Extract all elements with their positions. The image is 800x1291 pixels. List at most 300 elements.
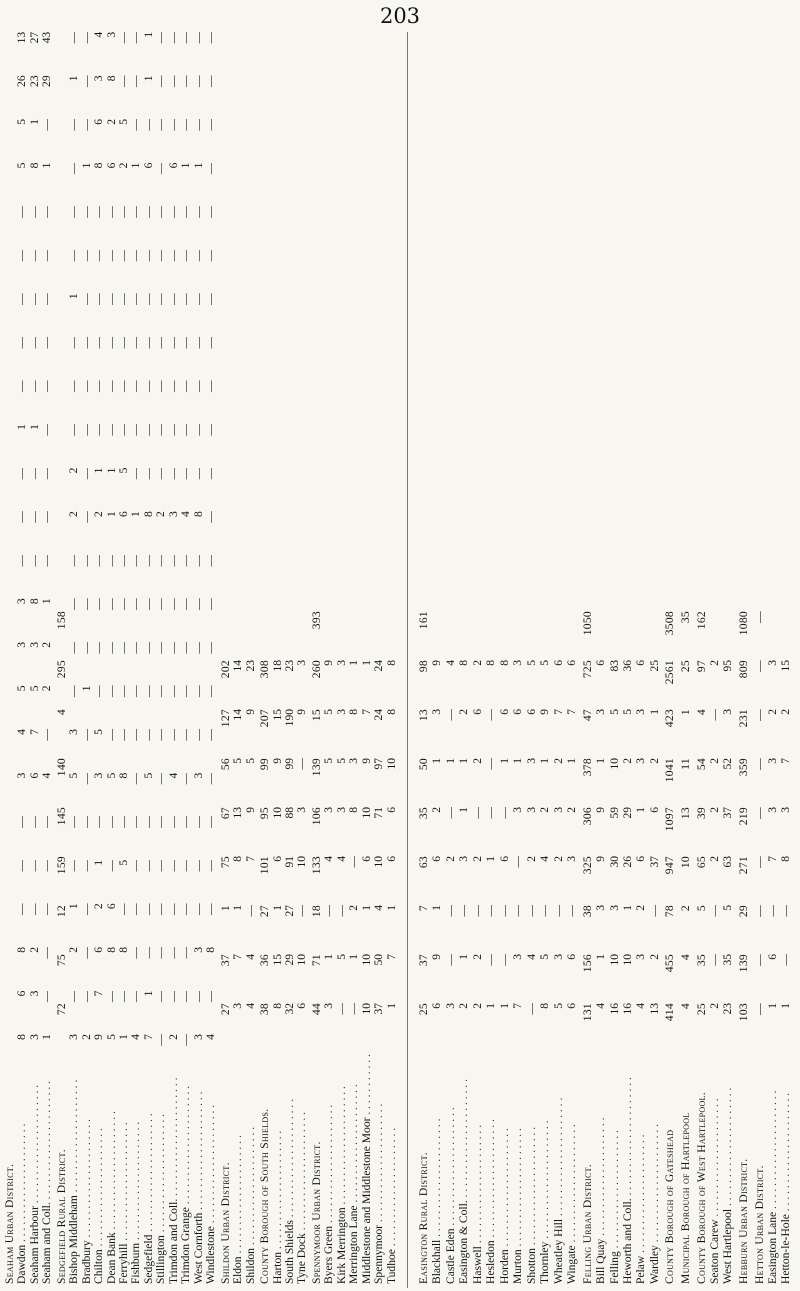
row-name: Seaham Harbour . . . xyxy=(29,1078,41,1284)
row-name: Seaton Carew . . . xyxy=(709,1052,722,1284)
total-cell: 39 xyxy=(695,807,708,820)
row-name: Harton . . . xyxy=(272,1052,284,1284)
total-cell: 37 xyxy=(219,954,232,967)
value-cell: 88 xyxy=(283,807,296,819)
value-cell: 2 xyxy=(471,954,484,960)
value-cell: — xyxy=(780,954,793,966)
total-cell: 207 xyxy=(259,709,272,728)
value-cell: — xyxy=(118,75,131,87)
value-cell: 32 xyxy=(283,1003,296,1015)
value-cell: — xyxy=(28,249,41,262)
value-cell: 23 xyxy=(28,75,41,87)
value-cell: — xyxy=(142,641,155,654)
value-cell: 6 xyxy=(118,511,131,517)
value-cell: — xyxy=(167,118,180,131)
value-cell: 3 xyxy=(595,709,608,715)
value-cell: — xyxy=(565,905,578,917)
value-cell: — xyxy=(130,75,143,87)
value-cell: 1 xyxy=(360,660,373,666)
section-title: Municipal Borough of Hartlepool xyxy=(680,1112,692,1284)
value-cell: 7 xyxy=(780,758,793,764)
table-row xyxy=(512,32,525,1284)
top-section xyxy=(56,32,218,1284)
value-cell: 1 xyxy=(512,758,525,764)
value-cell: — xyxy=(130,206,143,218)
total-cell: 29 xyxy=(738,905,750,918)
total-cell: 725 xyxy=(581,660,594,679)
table-row xyxy=(499,32,512,1284)
value-cell: — xyxy=(41,293,54,305)
value-cell: — xyxy=(41,903,54,915)
value-cell: — xyxy=(105,206,118,218)
section-title: County Borough of South Shields. xyxy=(259,1108,272,1284)
row-name: Trimdon and Coll. . . . xyxy=(168,1078,180,1284)
value-cell: — xyxy=(93,336,106,349)
total-cell: 37 xyxy=(418,954,430,967)
value-cell: — xyxy=(80,554,93,567)
value-cell: 1 xyxy=(431,905,444,911)
value-cell: 27 xyxy=(28,32,41,44)
row-name: Easington & Coll. . . . xyxy=(458,1052,471,1284)
row-name: Trimdon Grange . . . xyxy=(180,1078,192,1284)
top-section xyxy=(4,32,54,1284)
value-cell: — xyxy=(192,903,205,915)
value-cell: — xyxy=(105,641,118,654)
value-cell: — xyxy=(167,729,180,741)
value-cell: 3 xyxy=(780,807,793,813)
value-cell: 5 xyxy=(608,709,621,715)
value-cell: 14 xyxy=(232,709,245,721)
value-cell: 50 xyxy=(373,954,386,966)
value-cell: — xyxy=(93,424,106,436)
value-cell: — xyxy=(68,206,81,218)
value-cell: 37 xyxy=(373,1003,386,1015)
value-cell: — xyxy=(118,293,131,305)
value-cell: 7 xyxy=(93,990,106,997)
value-cell: — xyxy=(130,903,143,915)
value-cell: 4 xyxy=(93,32,106,38)
value-cell: 35 xyxy=(722,954,735,966)
value-cell: 3 xyxy=(348,758,361,764)
value-cell: 6 xyxy=(296,1003,309,1009)
row-name: Easington Lane . . . xyxy=(767,1052,780,1284)
value-cell: — xyxy=(180,772,193,785)
value-cell: 63 xyxy=(722,856,735,868)
value-cell: — xyxy=(105,293,118,305)
value-cell: 2 xyxy=(93,903,106,910)
value-cell: — xyxy=(155,990,168,1003)
value-cell: 27 xyxy=(283,905,296,917)
value-cell: 2 xyxy=(118,162,131,169)
value-cell: 26 xyxy=(621,856,634,868)
value-cell: 5 xyxy=(323,758,336,764)
table-top-half xyxy=(4,32,400,1288)
section-heading-row xyxy=(56,32,68,1284)
value-cell: — xyxy=(539,905,552,917)
top-section xyxy=(259,32,309,1284)
value-cell: — xyxy=(80,32,93,44)
value-cell: 29 xyxy=(41,75,54,87)
total-cell: 56 xyxy=(219,758,232,771)
value-cell: 3 xyxy=(192,1034,205,1040)
value-cell: — xyxy=(180,641,193,654)
value-cell: 8 xyxy=(105,75,118,82)
value-cell: 6 xyxy=(498,856,511,862)
value-cell: — xyxy=(205,424,218,436)
value-cell: — xyxy=(192,118,205,131)
total-cell: 75 xyxy=(219,856,232,869)
value-cell: 6 xyxy=(105,903,118,910)
value-cell: — xyxy=(192,336,205,349)
value-cell: — xyxy=(205,75,218,87)
value-cell: — xyxy=(118,249,131,262)
value-cell: 3 xyxy=(565,856,578,862)
value-cell: 23 xyxy=(283,660,296,672)
value-cell: — xyxy=(155,772,168,785)
value-cell: 4 xyxy=(525,954,538,960)
section-title: Sedgefield Rural District. xyxy=(55,1149,68,1284)
table-row xyxy=(595,32,608,1284)
value-cell: — xyxy=(80,946,93,959)
value-cell: 5 xyxy=(105,1034,118,1040)
value-cell: — xyxy=(444,905,457,917)
table-row xyxy=(472,32,485,1284)
total-cell: — xyxy=(753,611,766,623)
value-cell: 5 xyxy=(335,758,348,764)
value-cell: — xyxy=(68,554,81,567)
table-row xyxy=(780,32,793,1284)
value-cell: 3 xyxy=(167,511,180,517)
value-cell: 3 xyxy=(192,946,205,953)
value-cell: — xyxy=(192,467,205,480)
value-cell: 13 xyxy=(648,1003,661,1015)
value-cell: 7 xyxy=(552,709,565,715)
table-row xyxy=(245,32,257,1284)
value-cell: — xyxy=(180,598,193,610)
value-cell: 23 xyxy=(244,660,257,672)
value-cell: 1 xyxy=(130,162,143,169)
value-cell: 1 xyxy=(232,905,245,911)
bottom-section xyxy=(582,32,663,1284)
bottom-section xyxy=(680,32,693,1284)
value-cell: — xyxy=(105,990,118,1003)
value-cell: 16 xyxy=(608,1003,621,1015)
value-cell: 5 xyxy=(28,685,41,692)
value-cell: — xyxy=(167,336,180,349)
value-cell: 7 xyxy=(28,729,41,735)
value-cell: 2 xyxy=(458,709,471,715)
total-cell: — xyxy=(753,709,766,721)
value-cell: 6 xyxy=(105,162,118,169)
row-name: Pelaw . . . xyxy=(635,1052,648,1284)
value-cell: — xyxy=(41,511,54,523)
value-cell: — xyxy=(28,380,41,392)
value-cell: 5 xyxy=(142,772,155,779)
value-cell: 9 xyxy=(595,807,608,813)
value-cell: 1 xyxy=(68,75,81,82)
total-cell: 219 xyxy=(738,807,750,826)
value-cell: — xyxy=(780,905,793,917)
value-cell: — xyxy=(118,32,131,44)
bottom-section xyxy=(754,32,794,1284)
value-cell: — xyxy=(142,118,155,131)
value-cell: — xyxy=(130,380,143,392)
value-cell: — xyxy=(105,685,118,698)
value-cell: — xyxy=(167,816,180,828)
half-divider xyxy=(407,32,408,1288)
value-cell: 18 xyxy=(271,660,284,672)
value-cell: — xyxy=(155,816,168,828)
row-name: Thornley . . . xyxy=(539,1052,552,1284)
value-cell: — xyxy=(28,293,41,305)
value-cell: — xyxy=(105,729,118,741)
value-cell: — xyxy=(93,554,106,567)
section-heading-row xyxy=(696,32,709,1284)
value-cell: — xyxy=(93,249,106,262)
total-cell: 231 xyxy=(738,709,750,728)
value-cell: 6 xyxy=(431,1003,444,1009)
value-cell: 2 xyxy=(167,1034,180,1040)
value-cell: — xyxy=(192,554,205,567)
value-cell: — xyxy=(80,990,93,1003)
value-cell: — xyxy=(167,598,180,610)
row-name: Felling . . . xyxy=(609,1052,622,1284)
section-heading-row xyxy=(4,32,16,1284)
value-cell: 3 xyxy=(635,758,648,764)
value-cell: — xyxy=(155,118,168,131)
value-cell: — xyxy=(142,380,155,392)
value-cell: — xyxy=(80,249,93,262)
value-cell: — xyxy=(142,424,155,436)
value-cell: — xyxy=(80,772,93,785)
value-cell: — xyxy=(155,598,168,610)
value-cell: 1 xyxy=(485,856,498,862)
value-cell: 1 xyxy=(28,118,41,125)
value-cell: — xyxy=(68,162,81,175)
value-cell: — xyxy=(130,685,143,698)
total-cell: 47 xyxy=(581,709,594,722)
table-row xyxy=(130,32,142,1284)
total-cell: 4 xyxy=(695,709,708,716)
value-cell: 2 xyxy=(471,856,484,862)
value-cell: — xyxy=(335,1003,348,1015)
value-cell: 9 xyxy=(244,807,257,813)
value-cell: 2 xyxy=(621,758,634,764)
value-cell: 2 xyxy=(708,660,721,666)
value-cell: — xyxy=(80,424,93,436)
value-cell: — xyxy=(105,554,118,567)
value-cell: 8 xyxy=(385,709,398,715)
top-section xyxy=(220,32,257,1284)
value-cell: 1 xyxy=(80,685,93,692)
value-cell: 2 xyxy=(708,807,721,813)
value-cell: 5 xyxy=(16,685,29,692)
value-cell: — xyxy=(68,859,81,872)
value-cell: — xyxy=(205,816,218,828)
row-name: Shildon . . . xyxy=(245,1052,257,1284)
value-cell: 5 xyxy=(118,467,131,474)
total-cell: 25 xyxy=(418,1003,430,1016)
value-cell: — xyxy=(105,249,118,262)
value-cell: — xyxy=(142,206,155,218)
value-cell: 3 xyxy=(444,1003,457,1009)
row-name: Seaham and Coll. . . . xyxy=(41,1078,53,1284)
total-cell: 35 xyxy=(680,611,692,624)
value-cell: — xyxy=(41,859,54,872)
value-cell: 1 xyxy=(68,903,81,910)
value-cell: — xyxy=(155,946,168,959)
table-row xyxy=(272,32,284,1284)
value-cell: — xyxy=(41,380,54,392)
value-cell: 1 xyxy=(431,758,444,764)
value-cell: 6 xyxy=(167,162,180,169)
value-cell: 26 xyxy=(16,75,29,87)
value-cell: — xyxy=(28,467,41,480)
row-name: Eldon . . . xyxy=(232,1052,244,1284)
value-cell: — xyxy=(41,729,54,741)
value-cell: — xyxy=(498,807,511,819)
value-cell: — xyxy=(28,859,41,872)
value-cell: — xyxy=(142,249,155,262)
value-cell: 1 xyxy=(635,807,648,813)
value-cell: — xyxy=(68,685,81,698)
value-cell: 97 xyxy=(373,758,386,770)
value-cell: 1 xyxy=(68,293,81,300)
value-cell: — xyxy=(130,816,143,828)
section-heading-row xyxy=(664,32,677,1284)
row-name: Haswell . . . xyxy=(472,1052,485,1284)
value-cell: 3 xyxy=(16,772,29,779)
value-cell: 10 xyxy=(296,954,309,966)
value-cell: 5 xyxy=(539,954,552,960)
row-name: Tudhoe . . . xyxy=(386,1052,398,1284)
value-cell: 1 xyxy=(485,1003,498,1009)
row-name: Wingate . . . xyxy=(566,1052,579,1284)
value-cell: 8 xyxy=(232,856,245,862)
section-title: Shildon Urban District. xyxy=(219,1162,232,1284)
value-cell: 10 xyxy=(296,856,309,868)
value-cell: 6 xyxy=(93,946,106,953)
value-cell: — xyxy=(41,249,54,262)
value-cell: 2 xyxy=(552,758,565,764)
value-cell: — xyxy=(68,336,81,349)
value-cell: — xyxy=(458,905,471,917)
value-cell: 8 xyxy=(271,1003,284,1009)
total-cell: 2 xyxy=(680,905,692,912)
value-cell: 2 xyxy=(708,758,721,764)
value-cell: 8 xyxy=(16,1034,29,1040)
total-cell: 10 xyxy=(680,856,692,869)
total-cell: 809 xyxy=(738,660,750,679)
value-cell: 8 xyxy=(485,660,498,666)
value-cell: 6 xyxy=(385,856,398,862)
value-cell: — xyxy=(444,954,457,966)
value-cell: 1 xyxy=(142,32,155,38)
value-cell: 1 xyxy=(271,905,284,911)
value-cell: — xyxy=(130,598,143,610)
value-cell: 1 xyxy=(105,511,118,517)
total-cell: 308 xyxy=(259,660,272,679)
total-cell: 71 xyxy=(310,954,323,967)
value-cell: — xyxy=(142,293,155,305)
value-cell: 3 xyxy=(28,990,41,997)
value-cell: 2 xyxy=(348,905,361,911)
total-cell: 97 xyxy=(695,660,708,673)
value-cell: — xyxy=(766,905,779,917)
value-cell: 10 xyxy=(621,954,634,966)
total-cell: 359 xyxy=(738,758,750,777)
value-cell: — xyxy=(180,293,193,305)
total-cell: 5 xyxy=(695,905,708,912)
table-row xyxy=(284,32,296,1284)
total-cell: 260 xyxy=(310,660,323,679)
value-cell: 3 xyxy=(635,954,648,960)
value-cell: — xyxy=(205,380,218,392)
value-cell: — xyxy=(205,162,218,175)
value-cell: 10 xyxy=(360,807,373,819)
top-section xyxy=(311,32,398,1284)
value-cell: — xyxy=(155,336,168,349)
row-name: Castle Eden . . . xyxy=(445,1052,458,1284)
total-cell: 50 xyxy=(418,758,430,771)
value-cell: — xyxy=(205,511,218,523)
value-cell: 1 xyxy=(93,467,106,474)
table-row xyxy=(41,32,53,1284)
value-cell: — xyxy=(205,206,218,218)
value-cell: — xyxy=(180,554,193,567)
value-cell: — xyxy=(155,380,168,392)
value-cell: — xyxy=(118,641,131,654)
value-cell: 3 xyxy=(512,660,525,666)
total-cell: 414 xyxy=(664,1003,677,1022)
value-cell: — xyxy=(16,380,29,392)
value-cell: — xyxy=(205,990,218,1003)
value-cell: 8 xyxy=(28,162,41,169)
value-cell: 16 xyxy=(621,1003,634,1015)
total-cell: 35 xyxy=(695,954,708,967)
value-cell: 1 xyxy=(142,75,155,82)
total-cell: 202 xyxy=(219,660,232,679)
value-cell: — xyxy=(28,903,41,915)
row-name: West Cornforth . . . xyxy=(193,1078,205,1284)
row-name: Stillington . . . xyxy=(155,1078,167,1284)
section-title: Felling Urban District. xyxy=(581,1164,594,1284)
value-cell: — xyxy=(205,249,218,262)
total-cell: 2561 xyxy=(664,660,677,685)
total-cell: 4 xyxy=(680,954,692,961)
value-cell: — xyxy=(192,293,205,305)
value-cell: — xyxy=(155,293,168,305)
value-cell: 4 xyxy=(244,954,257,960)
total-cell: 27 xyxy=(219,1003,232,1016)
value-cell: 1 xyxy=(595,954,608,960)
value-cell: — xyxy=(80,293,93,305)
value-cell: — xyxy=(41,816,54,828)
total-cell: 3508 xyxy=(664,611,677,636)
value-cell: — xyxy=(118,990,131,1003)
value-cell: 9 xyxy=(595,856,608,862)
value-cell: 8 xyxy=(118,946,131,953)
value-cell: 29 xyxy=(621,807,634,819)
value-cell: — xyxy=(80,641,93,654)
value-cell: — xyxy=(68,380,81,392)
value-cell: — xyxy=(118,729,131,741)
value-cell: — xyxy=(93,598,106,610)
total-cell: 63 xyxy=(418,856,430,869)
value-cell: — xyxy=(444,807,457,819)
table-row xyxy=(168,32,180,1284)
value-cell: 1 xyxy=(539,758,552,764)
